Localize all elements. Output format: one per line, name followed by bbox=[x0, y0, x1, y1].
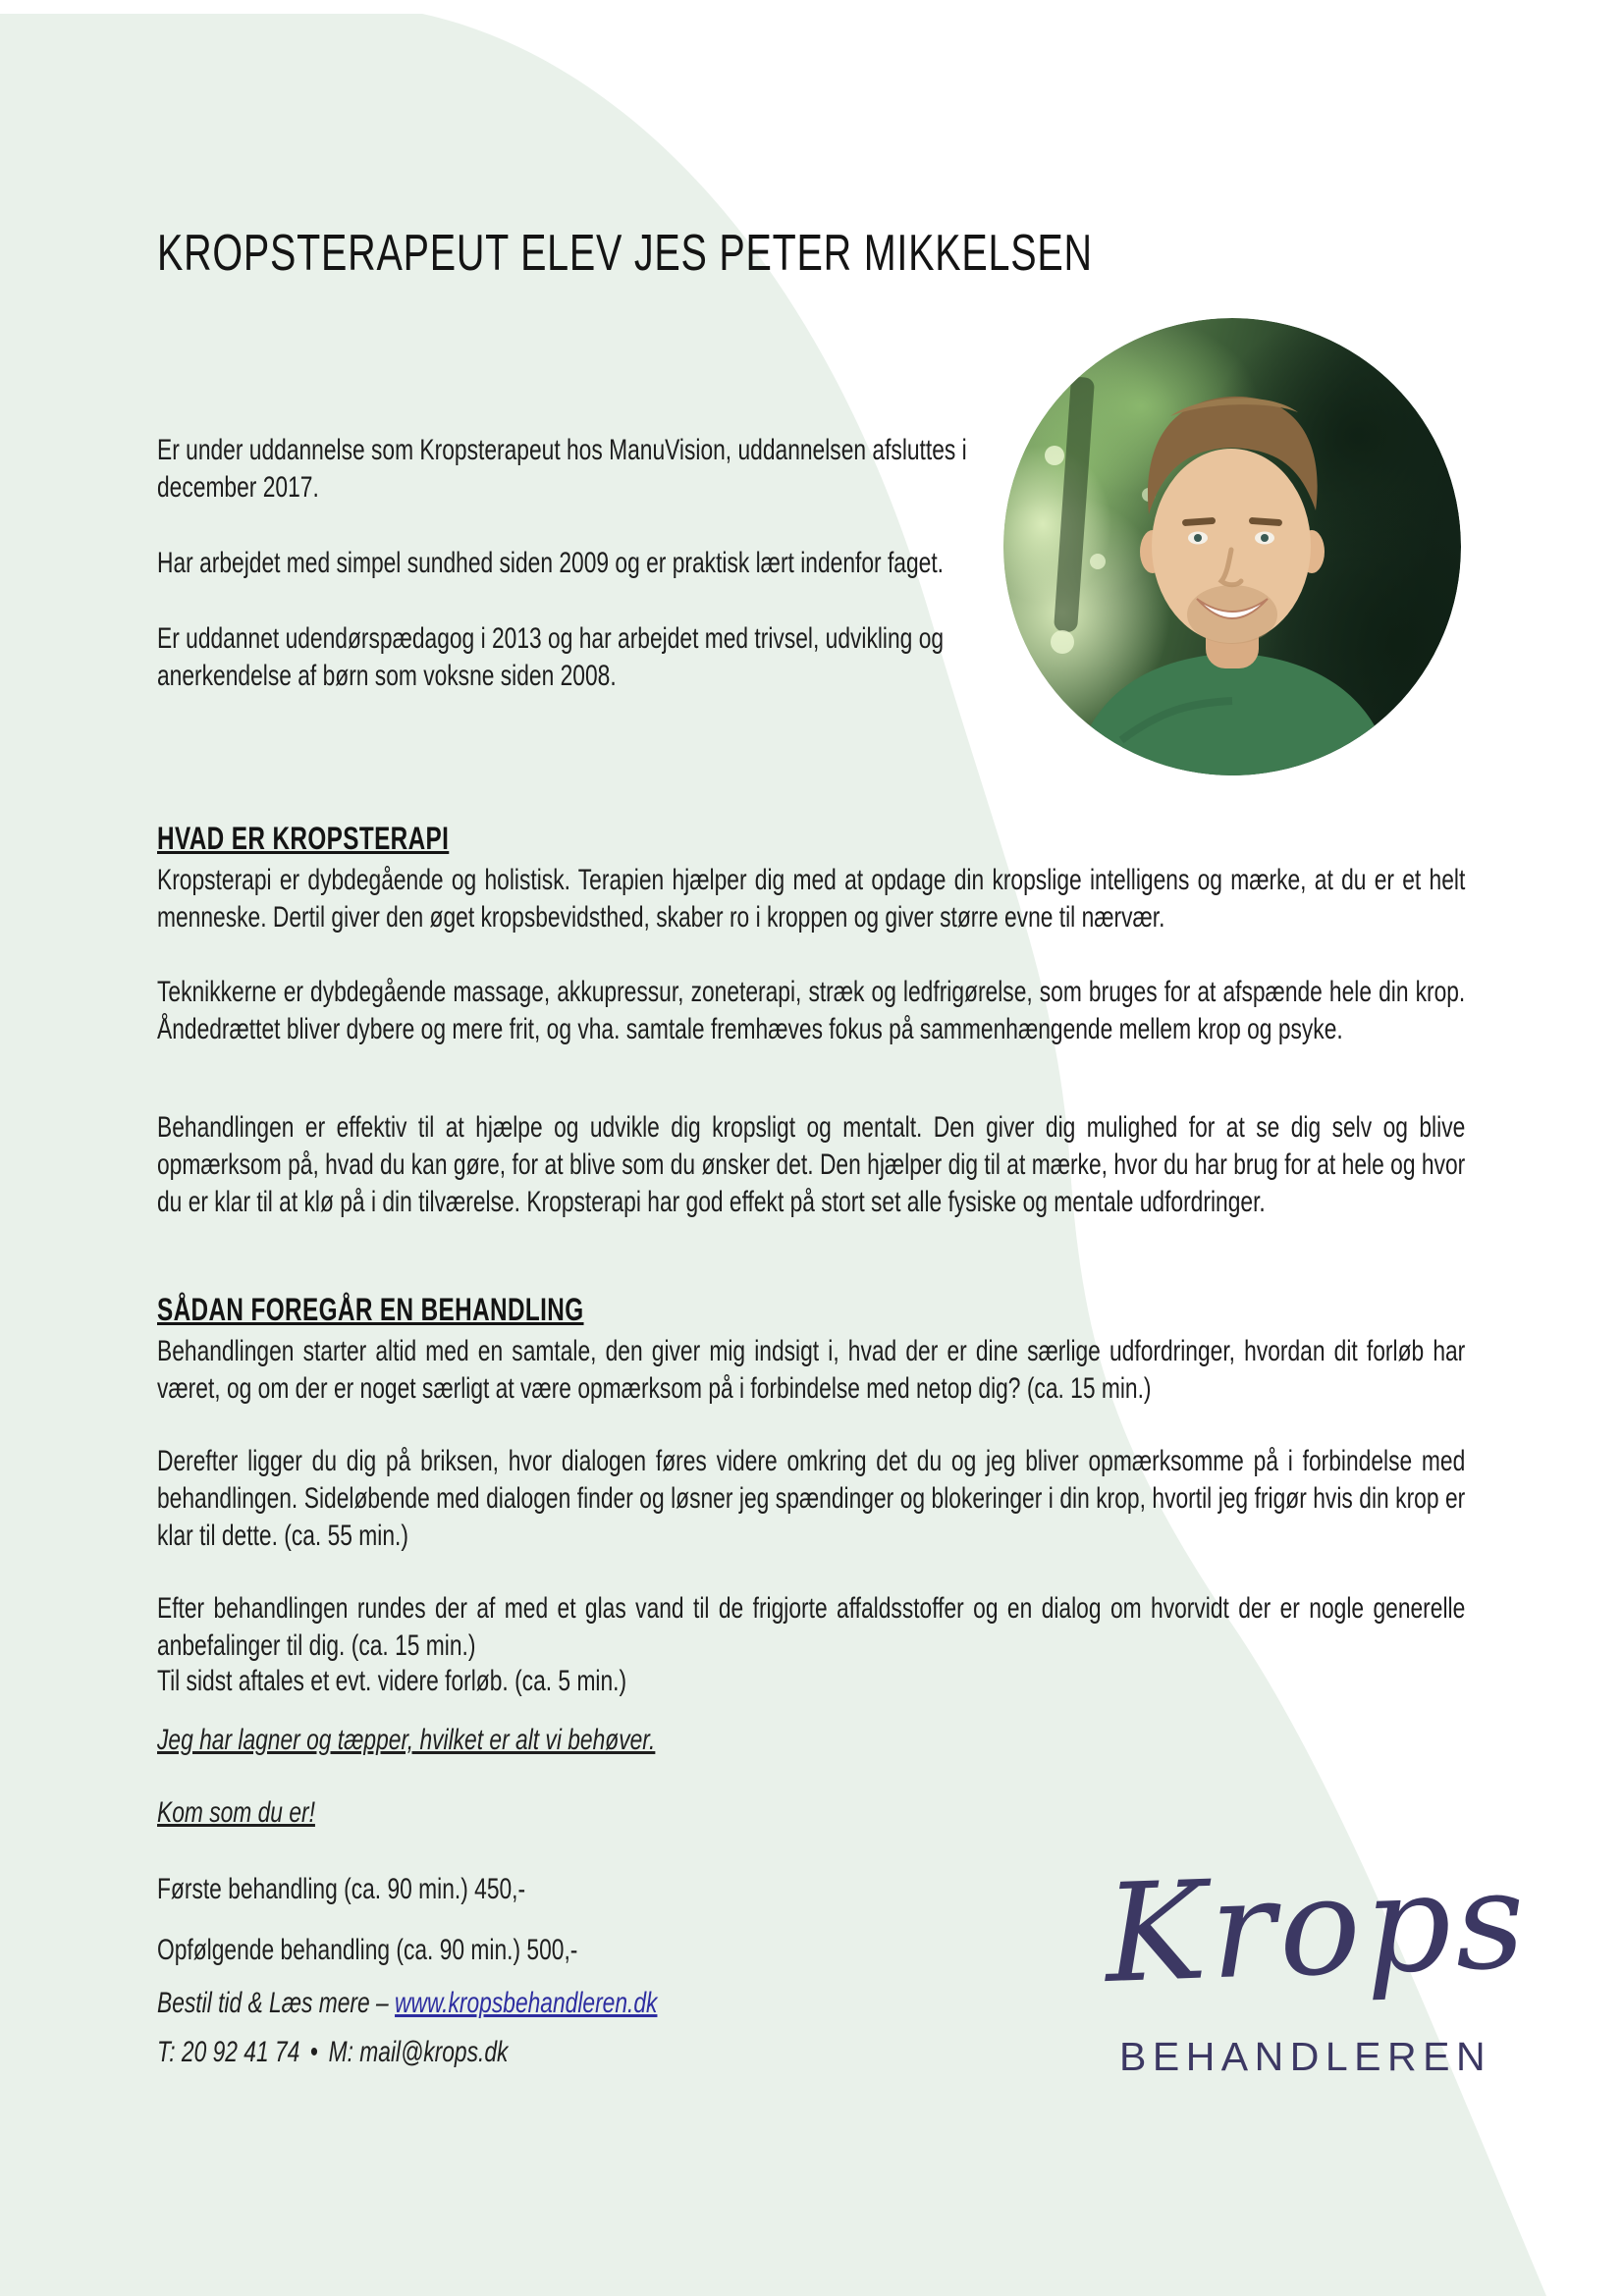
email-address: M: mail@krops.dk bbox=[328, 2036, 509, 2068]
section-paragraph bbox=[157, 974, 1465, 1048]
pricing-block bbox=[157, 1859, 972, 1981]
section-heading-hvad-er-kropsterapi: HVAD ER KROPSTERAPI bbox=[157, 821, 450, 856]
paragraph: Teknikkerne er dybdegående massage, akkupressur, zoneterapi, stræk og ledfrigørelse, som bruges for at afspænde hele din krop. Åndedrættet bliver dybere og mere frit, og vha. samtale fremhæves fokus på sammenhængende mellem krop og psyke. bbox=[157, 976, 1466, 1045]
logo-caption-behandleren: BEHANDLEREN bbox=[1119, 2034, 1492, 2079]
phone-number: T: 20 92 41 74 bbox=[157, 2036, 300, 2068]
paragraph: Til sidst aftales et evt. videre forløb. (ca. 5 min.) bbox=[157, 1665, 627, 1697]
portrait-photo-image bbox=[1003, 318, 1461, 775]
note-lagner-taepper: Jeg har lagner og tæpper, hvilket er alt vi behøver. bbox=[157, 1724, 656, 1756]
bullet-separator: • bbox=[309, 2036, 318, 2068]
section-paragraph bbox=[157, 1333, 1465, 1408]
section-paragraph bbox=[157, 1590, 1465, 1665]
intro-paragraph: Er uddannet udendørspædagog i 2013 og har arbejdet med trivsel, udvikling og anerkendelse af børn som voksne siden 2008. bbox=[157, 622, 945, 692]
page-title: KROPSTERAPEUT ELEV JES PETER MIKKELSEN bbox=[157, 225, 1093, 282]
contact-block bbox=[157, 1979, 1053, 2077]
booking-line bbox=[157, 1979, 1053, 2028]
note-kom-som-du-er: Kom som du er! bbox=[157, 1796, 315, 1829]
booking-cta-text: Bestil tid & Læs mere – bbox=[157, 1987, 396, 2019]
section-paragraph bbox=[157, 1443, 1465, 1555]
section-paragraph bbox=[157, 1663, 1465, 1700]
paragraph: Derefter ligger du dig på briksen, hvor dialogen føres videre omkring det du og jeg bliver opmærksomme på i forbindelse med behandlingen. Sideløbende med dialogen finder og løsner jeg spændinger og blokeringer i din krop, hvortil jeg frigør hvis din krop er klar til dette. (ca. 55 min.) bbox=[157, 1445, 1466, 1552]
paragraph: Efter behandlingen rundes der af med et glas vand til de frigjorte affaldsstoffer og en dialog om hvorvidt der er nogle generelle anbefalinger til dig. (ca. 15 min.) bbox=[157, 1592, 1466, 1662]
intro-paragraph: Er under uddannelse som Kropsterapeut hos ManuVision, uddannelsen afsluttes i december 2017. bbox=[157, 434, 967, 504]
portrait-photo bbox=[1003, 318, 1461, 775]
price-first-treatment: Første behandling (ca. 90 min.) 450,- bbox=[157, 1873, 526, 1905]
intro-block bbox=[157, 432, 972, 695]
paragraph: Behandlingen starter altid med en samtale, den giver mig indsigt i, hvad der er dine særlige udfordringer, hvordan dit forløb har været, og om der er noget særligt at være opmærksom på i forbindelse med netop dig? (ca. 15 min.) bbox=[157, 1335, 1466, 1405]
intro-paragraph: Har arbejdet med simpel sundhed siden 2009 og er praktisk lært indenfor faget. bbox=[157, 547, 944, 579]
website-link[interactable]: www.kropsbehandleren.dk bbox=[395, 1987, 658, 2019]
section-heading-saadan-foregaar-en-behandling: SÅDAN FOREGÅR EN BEHANDLING bbox=[157, 1292, 584, 1327]
section-paragraph bbox=[157, 862, 1465, 936]
phone-mail-line bbox=[157, 2028, 1053, 2077]
paragraph: Behandlingen er effektiv til at hjælpe og udvikle dig kropsligt og mentalt. Den giver dig mulighed for at se dig selv og blive opmærksom på, hvad du kan gøre, for at blive som du ønsker det. Den hjælper dig til at mærke, hvor du har brug for at hele og hvor du er klar til at klø på i din tilværelse. Kropsterapi har god effekt på stort set alle fysiske og mentale udfordringer. bbox=[157, 1111, 1466, 1218]
section-paragraph bbox=[157, 1109, 1465, 1221]
price-followup-treatment: Opfølgende behandling (ca. 90 min.) 500,- bbox=[157, 1934, 578, 1966]
paragraph: Kropsterapi er dybdegående og holistisk. Terapien hjælper dig med at opdage din kropslige intelligens og mærke, at du er et helt menneske. Dertil giver den øget kropsbevidsthed, skaber ro i kroppen og giver større evne til nærvær. bbox=[157, 864, 1466, 934]
logo-script-krops: Krops bbox=[1102, 1841, 1532, 2013]
